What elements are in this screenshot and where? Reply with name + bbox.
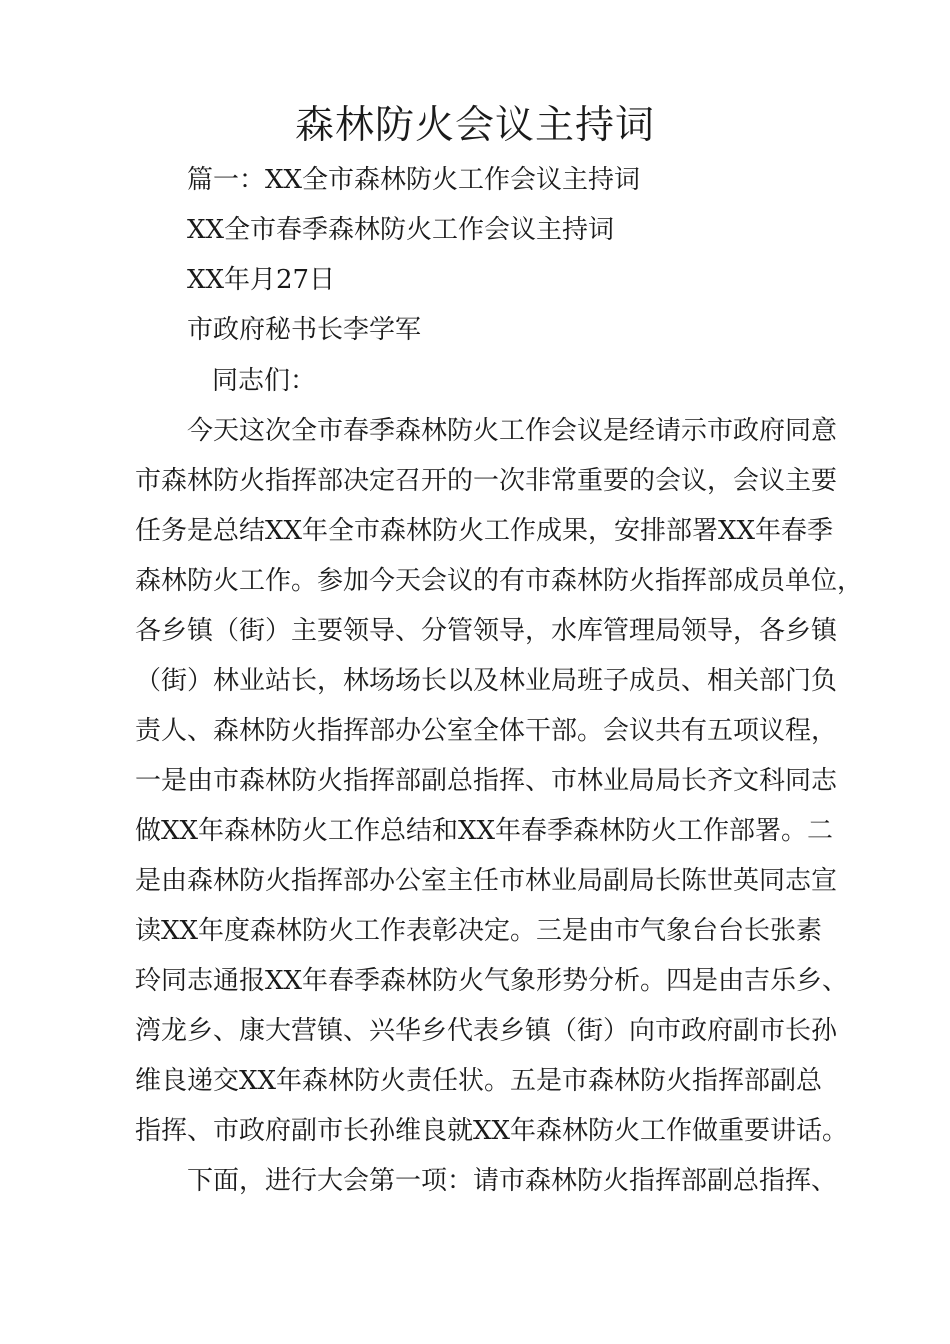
date-line: XX年月27日 xyxy=(187,265,336,295)
paragraph-line: 各乡镇（街）主要领导、分管领导，水库管理局领导，各乡镇 xyxy=(135,616,838,646)
paragraph-line: 玲同志通报XX年春季森林防火气象形势分析。四是由吉乐乡、 xyxy=(135,966,849,996)
paragraph-line: 森林防火工作。参加今天会议的有市森林防火指挥部成员单位， xyxy=(135,566,864,596)
paragraph-line: （街）林业站长，林场场长以及林业局班子成员、相关部门负 xyxy=(135,666,838,696)
speaker-line: 市政府秘书长李学军 xyxy=(187,315,422,345)
paragraph-line: 湾龙乡、康大营镇、兴华乡代表乡镇（街）向市政府副市长孙 xyxy=(135,1016,838,1046)
paragraph-line: 下面，进行大会第一项：请市森林防火指挥部副总指挥、 xyxy=(187,1166,838,1196)
paragraph-line: 做XX年森林防火工作总结和XX年春季森林防火工作部署。二 xyxy=(135,816,834,846)
paragraph-line: 维良递交XX年森林防火责任状。五是市森林防火指挥部副总 xyxy=(135,1066,823,1096)
meeting-title-line: XX全市春季森林防火工作会议主持词 xyxy=(187,215,615,245)
greeting-line: 同志们： xyxy=(212,366,317,396)
paragraph-line: 指挥、市政府副市长孙维良就XX年森林防火工作做重要讲话。 xyxy=(135,1116,849,1146)
paragraph-line: 一是由市森林防火指挥部副总指挥、市林业局局长齐文科同志 xyxy=(135,766,838,796)
paragraph-line: 读XX年度森林防火工作表彰决定。三是由市气象台台长张素 xyxy=(135,916,823,946)
paragraph-line: 今天这次全市春季森林防火工作会议是经请示市政府同意 xyxy=(187,416,838,446)
paragraph-line: 市森林防火指挥部决定召开的一次非常重要的会议，会议主要 xyxy=(135,466,838,496)
paragraph-line: 是由森林防火指挥部办公室主任市林业局副局长陈世英同志宣 xyxy=(135,866,838,896)
subtitle-line: 篇一：XX全市森林防火工作会议主持词 xyxy=(187,165,641,195)
paragraph-line: 任务是总结XX年全市森林防火工作成果，安排部署XX年春季 xyxy=(135,516,834,546)
document-title: 森林防火会议主持词 xyxy=(294,103,655,148)
paragraph-line: 责人、森林防火指挥部办公室全体干部。会议共有五项议程， xyxy=(135,716,838,746)
